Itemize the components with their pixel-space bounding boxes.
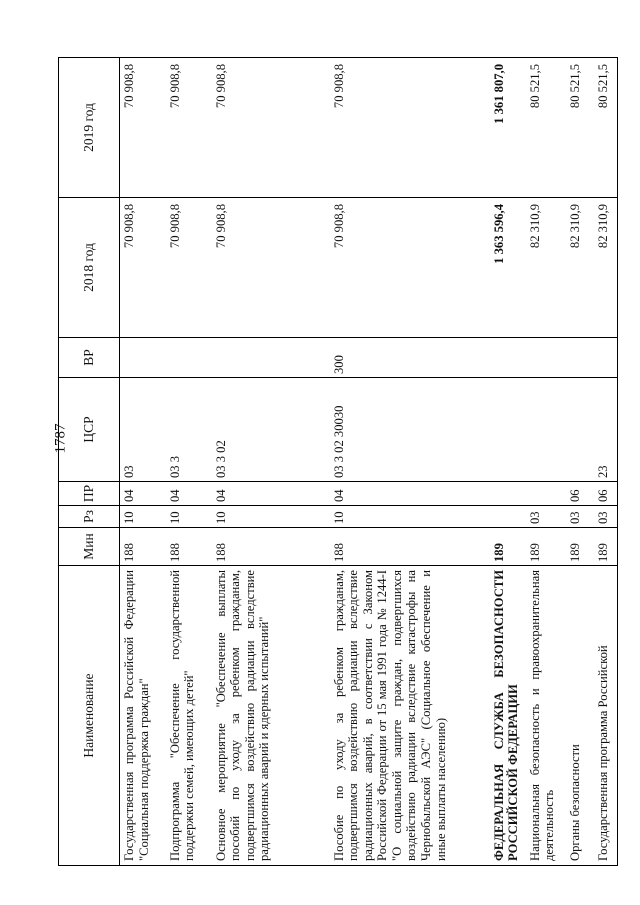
table-row — [526, 58, 566, 866]
header-csr: ЦСР — [59, 378, 120, 482]
row-vr — [120, 338, 166, 378]
row-rz: 03 — [566, 506, 594, 528]
row-2019: 70 908,8 — [212, 58, 330, 198]
row-2019: 70 908,8 — [330, 58, 490, 198]
row-2019: 1 361 807,0 — [490, 58, 526, 198]
row-csr: 03 — [120, 378, 166, 482]
row-name: Национальная безопасность и правоохранительная деятельность — [526, 566, 566, 866]
row-rz — [490, 506, 526, 528]
row-csr — [566, 378, 594, 482]
row-min: 188 — [120, 528, 166, 566]
row-vr: 300 — [330, 338, 490, 378]
row-2018: 70 908,8 — [166, 198, 212, 338]
row-name: Основное мероприятие "Обеспечение выплаты пособий по уходу за ребенком гражданам, подвергшимся воздействию радиации вследствие радиационных аварий и ядерных испытаний" — [212, 566, 330, 866]
row-rz: 03 — [594, 506, 618, 528]
row-2019: 80 521,5 — [566, 58, 594, 198]
page-number: 1787 — [52, 423, 69, 454]
header-2019: 2019 год — [59, 58, 120, 198]
row-pr: 06 — [566, 482, 594, 506]
row-min: 188 — [166, 528, 212, 566]
table-row — [212, 58, 330, 866]
row-name: Государственная программа Российской Федерации "Социальная поддержка граждан" — [120, 566, 166, 866]
row-csr: 23 — [594, 378, 618, 482]
row-2018: 1 363 596,4 — [490, 198, 526, 338]
row-vr — [490, 338, 526, 378]
row-pr: 04 — [166, 482, 212, 506]
row-pr: 04 — [330, 482, 490, 506]
row-2018: 70 908,8 — [120, 198, 166, 338]
row-min: 189 — [526, 528, 566, 566]
row-pr: 06 — [594, 482, 618, 506]
table-header-row — [59, 58, 120, 866]
row-2018: 82 310,9 — [594, 198, 618, 338]
header-2018: 2018 год — [59, 198, 120, 338]
row-2019: 80 521,5 — [526, 58, 566, 198]
header-name: Наименование — [59, 566, 120, 866]
row-vr — [594, 338, 618, 378]
row-vr — [166, 338, 212, 378]
row-pr: 04 — [120, 482, 166, 506]
row-min: 188 — [330, 528, 490, 566]
row-min: 189 — [594, 528, 618, 566]
row-name: Государственная программа Российской — [594, 566, 618, 866]
row-2018: 82 310,9 — [566, 198, 594, 338]
row-vr — [566, 338, 594, 378]
budget-table — [58, 57, 618, 866]
row-rz: 10 — [212, 506, 330, 528]
table-row — [594, 58, 618, 866]
row-2018: 70 908,8 — [212, 198, 330, 338]
row-rz: 10 — [120, 506, 166, 528]
row-pr: 04 — [212, 482, 330, 506]
row-vr — [526, 338, 566, 378]
table-row — [490, 58, 526, 866]
row-min: 189 — [490, 528, 526, 566]
row-2019: 80 521,5 — [594, 58, 618, 198]
row-name: Подпрограмма "Обеспечение государственной поддержки семей, имеющих детей" — [166, 566, 212, 866]
table-row — [166, 58, 212, 866]
row-rz: 10 — [330, 506, 490, 528]
header-min: Мин — [59, 528, 120, 566]
table-row — [120, 58, 166, 866]
row-pr — [526, 482, 566, 506]
rotated-page-content — [58, 58, 610, 866]
row-csr: 03 3 02 30030 — [330, 378, 490, 482]
row-pr — [490, 482, 526, 506]
row-name: Пособие по уходу за ребенком гражданам, подвергшимся воздействию радиации вследствие радиационных аварий, в соответствии с Законом Российской Федерации от 15 мая 1991 года № 1244-I "О социальной защите граждан, подвергшихся воздействию радиации вследствие катастрофы на Чернобыльской АЭС" (Социальное обеспечение и иные выплаты населению) — [330, 566, 490, 866]
header-vr: ВР — [59, 338, 120, 378]
header-rz: Рз — [59, 506, 120, 528]
row-2018: 82 310,9 — [526, 198, 566, 338]
row-2018: 70 908,8 — [330, 198, 490, 338]
row-2019: 70 908,8 — [166, 58, 212, 198]
row-csr — [526, 378, 566, 482]
row-csr: 03 3 — [166, 378, 212, 482]
row-min: 189 — [566, 528, 594, 566]
row-csr — [490, 378, 526, 482]
row-name: Органы безопасности — [566, 566, 594, 866]
row-rz: 10 — [166, 506, 212, 528]
row-vr — [212, 338, 330, 378]
header-pr: ПР — [59, 482, 120, 506]
row-2019: 70 908,8 — [120, 58, 166, 198]
row-min: 188 — [212, 528, 330, 566]
row-name: ФЕДЕРАЛЬНАЯ СЛУЖБА БЕЗОПАСНОСТИ РОССИЙСКОЙ ФЕДЕРАЦИИ — [490, 566, 526, 866]
table-row — [330, 58, 490, 866]
row-rz: 03 — [526, 506, 566, 528]
row-csr: 03 3 02 — [212, 378, 330, 482]
table-row — [566, 58, 594, 866]
